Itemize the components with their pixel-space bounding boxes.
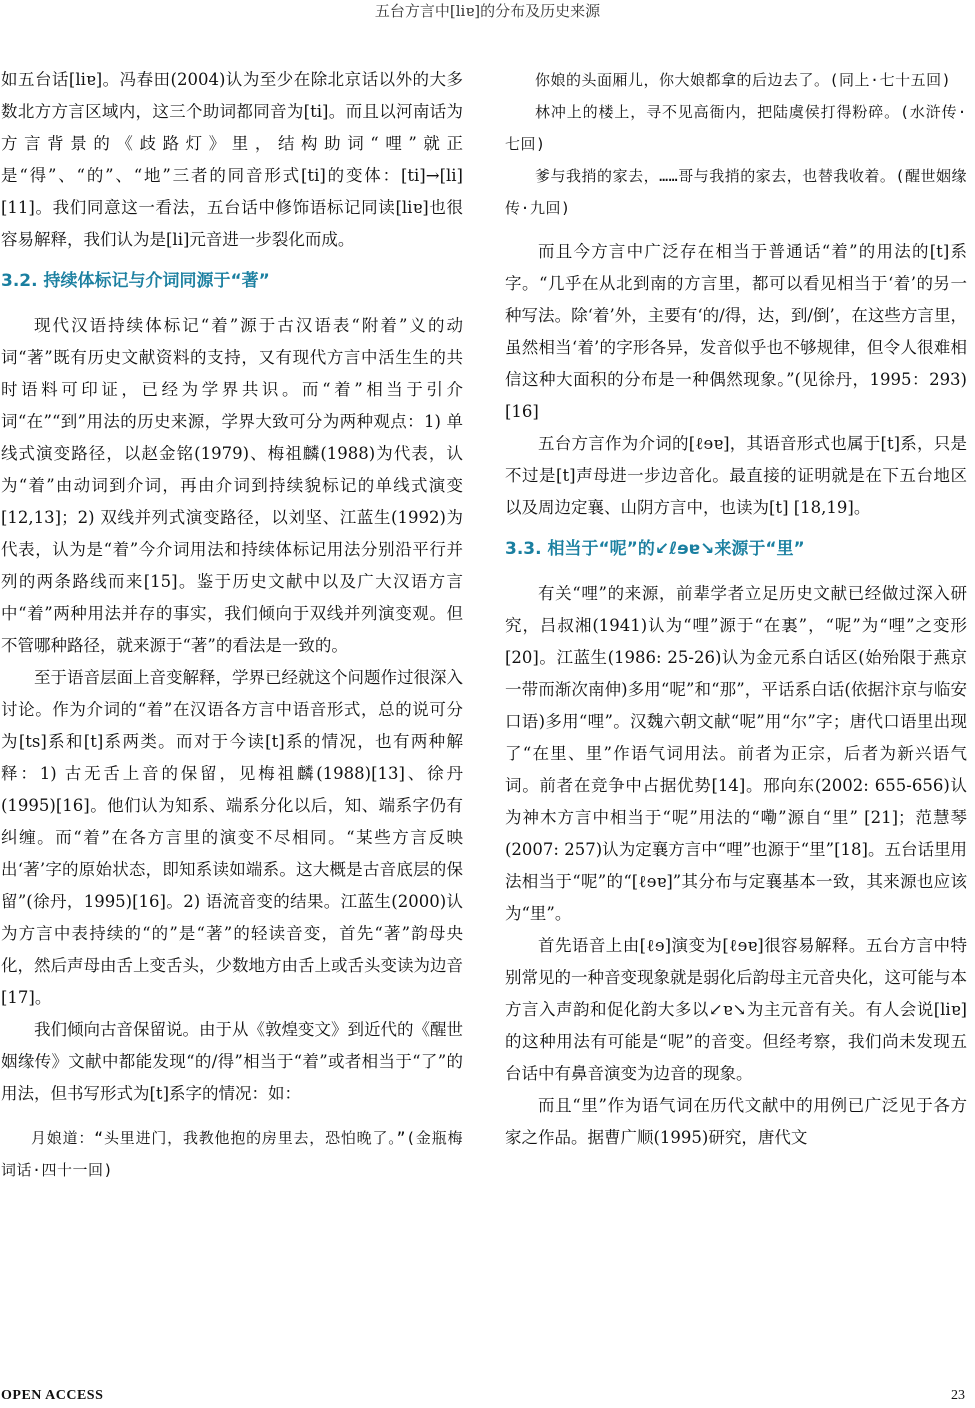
paragraph: 而且今方言中广泛存在相当于普通话“着”的用法的[t]系字。“几乎在从北到南的方言里，都可以看见相当于‘着’的另一种写法。除‘着’外，主要有‘的/得，达，到/倒’，在这些方言里，虽然相当‘着’的字形各异，发音似乎也不够规律，但令人很难相信这种大面积的分布是一种偶然现象。”(见徐丹，1995：293)[16] — [505, 242, 967, 421]
quote-example: 月娘道：“头里进门，我教他抱的房里去，恐怕晚了。”(金瓶梅词话·四十一回) — [1, 1129, 463, 1179]
page-number: 23 — [951, 1388, 965, 1403]
section-heading-3-3: 3.3. 相当于“呢”的↙ℓɘɐ↘来源于“里” — [505, 539, 805, 559]
paragraph: 首先语音上由[ℓɘ]演变为[ℓɘɐ]很容易解释。五台方言中特别常见的一种音变现象就是弱化后韵母主元音央化，这可能与本方言入声韵和促化韵大多以↙ɐ↘为主元音有关。有人会说[liɐ]的这种用法有可能是“呢”的音变。但经考察，我们尚未发现五台话中有鼻音演变为边音的现象。 — [505, 936, 967, 1083]
quote-example: 林冲上的楼上，寻不见高衙内，把陆虞侯打得粉碎。(水浒传·七回) — [505, 103, 967, 153]
paragraph: 有关“哩”的来源，前辈学者立足历史文献已经做过深入研究，吕叔湘(1941)认为“哩”源于“在裏”，“呢”为“哩”之变形[20]。江蓝生(1986: 25-26)认为金元系白话区(始殆限于燕京一带而渐次南伸)多用“呢”和“那”，平话系白话(依据汴京与临安口语)多用“哩”。汉魏六朝文献“呢”用“尔”字；唐代口语里出现了“在里、里”作语气词用法。前者为正宗，后者为新兴语气词。前者在竞争中占据优势[14]。邢向东(2002: 655-656)认为神木方言中相当于“呢”用法的“嘞”源自“里” [21]；范慧琴(2007: 257)认为定襄方言中“哩”也源于“里”[18]。五台话里用法相当于“呢”的“[ℓɘɐ]”其分布与定襄基本一致，其来源也应该为“里”。 — [505, 584, 967, 923]
quote-example: 爹与我捎的家去，……哥与我捎的家去，也替我收着。(醒世姻缘传·九回) — [505, 167, 967, 217]
paragraph: 我们倾向古音保留说。由于从《敦煌变文》到近代的《醒世姻缘传》文献中都能发现“的/得”相当于“着”或者相当于“了”的用法，但书写形式为[t]系字的情况：如： — [1, 1020, 463, 1103]
quote-example: 你娘的头面厢儿，你大娘都拿的后边去了。(同上·七十五回) — [535, 71, 952, 89]
open-access-label: OPEN ACCESS — [1, 1388, 104, 1403]
right-column — [505, 64, 967, 1154]
paragraph: 至于语音层面上音变解释，学界已经就这个问题作过很深入讨论。作为介词的“着”在汉语各方言中语音形式，总的说可分为[ts]系和[t]系两类。而对于今读[t]系的情况，也有两种解释：1) 古无舌上音的保留，见梅祖麟(1988)[13]、徐丹(1995)[16]。他们认为知系、端系分化以后，知、端系字仍有纠缠。而“着”在各方言里的演变不尽相同。“某些方言反映出‘著’字的原始状态，即知系读如端系。这大概是古音底层的保留”(徐丹，1995)[16]。2) 语流音变的结果。江蓝生(2000)认为方言中表持续的“的”是“著”的轻读音变，首先“著”韵母央化，然后声母由舌上变舌头，少数地方由舌上或舌头变读为边音[17]。 — [1, 668, 463, 1007]
paragraph: 而且“里”作为语气词在历代文献中的用例已广泛见于各方家之作品。据曹广顺(1995)研究，唐代文 — [505, 1096, 967, 1147]
paragraph: 现代汉语持续体标记“着”源于古汉语表“附着”义的动词“著”既有历史文献资料的支持，又有现代方言中活生生的共时语料可印证，已经为学界共识。而“着”相当于引介词“在”“到”用法的历史来源，学界大致可分为两种观点：1) 单线式演变路径，以赵金铭(1979)、梅祖麟(1988)为代表，认为“着”由动词到介词，再由介词到持续貌标记的单线式演变[12,13]；2) 双线并列式演变路径，以刘坚、江蓝生(1992)为代表，认为是“着”今介词用法和持续体标记用法分别沿平行并列的两条路线而来[15]。鉴于历史文献中以及广大汉语方言中“着”两种用法并存的事实，我们倾向于双线并列演变观。但不管哪种路径，就来源于“著”的看法是一致的。 — [1, 316, 464, 655]
running-header: 五台方言中[liɐ]的分布及历史来源 — [374, 2, 601, 20]
section-heading-3-2: 3.2. 持续体标记与介词同源于“著” — [1, 271, 270, 291]
left-column — [1, 64, 463, 1186]
paragraph: 如五台话[liɐ]。冯春田(2004)认为至少在除北京话以外的大多数北方方言区域内，这三个助词都同音为[ti]。而且以河南话为方言背景的《歧路灯》里，结构助词“哩”就正是“得”、“的”、“地”三者的同音形式[ti]的变体：[ti]→[li][11]。我们同意这一看法，五台话中修饰语标记同读[liɐ]也很容易解释，我们认为是[li]元音进一步裂化而成。 — [1, 70, 463, 249]
paragraph: 五台方言作为介词的[ℓɘɐ]，其语音形式也属于[t]系，只是不过是[t]声母进一步边音化。最直接的证明就是在下五台地区以及周边定襄、山阴方言中，也读为[t] [18,19]。 — [505, 434, 967, 517]
